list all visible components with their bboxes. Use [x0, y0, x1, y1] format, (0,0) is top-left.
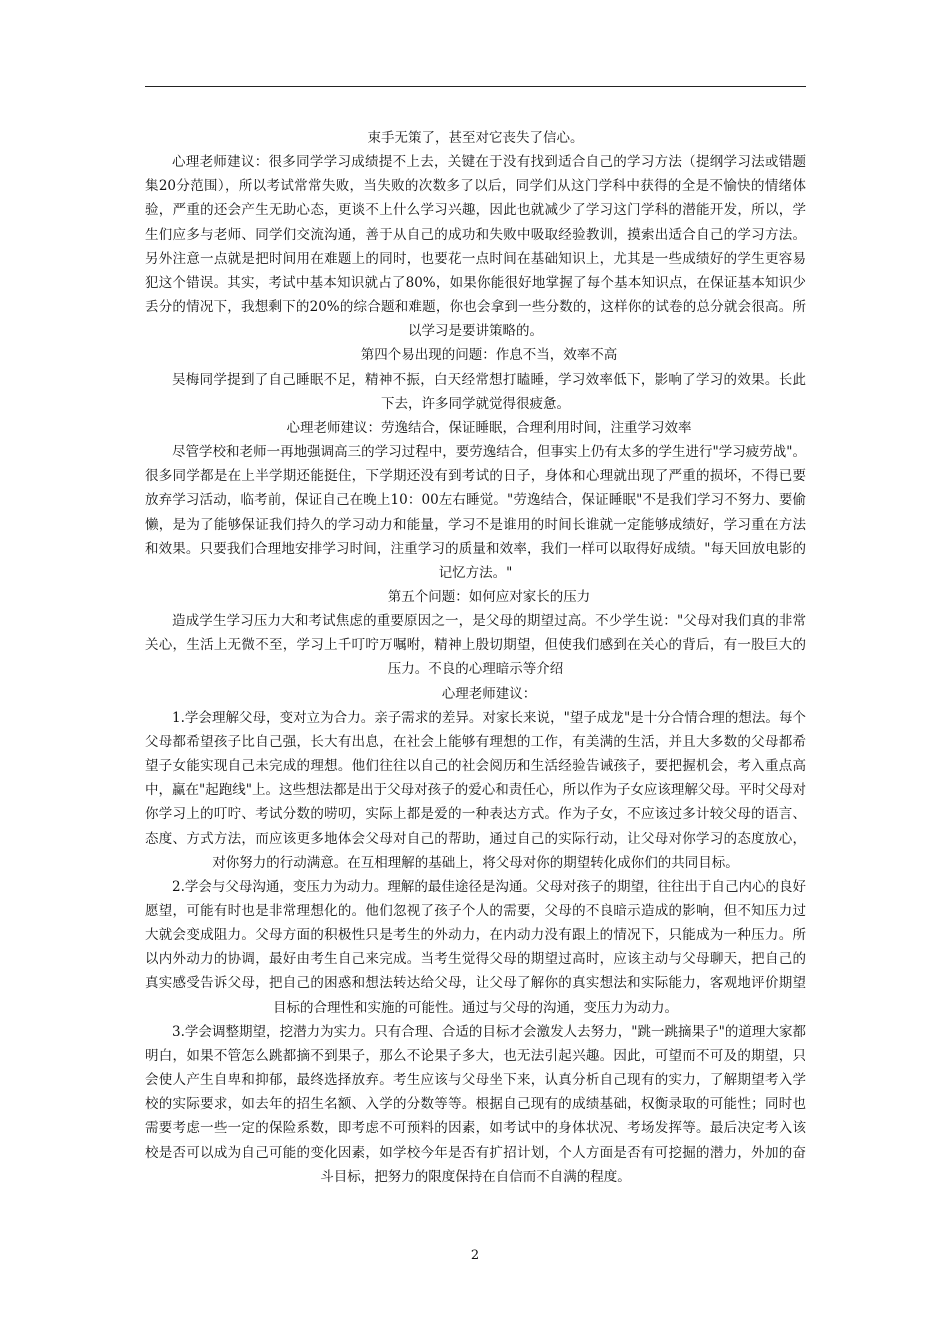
paragraph-6: 尽管学校和老师一再地强调高三的学习过程中，要劳逸结合，但事实上仍有太多的学生进行"学习疲劳战"。很多同学都是在上半学期还能挺住，下学期还没有到考试的日子，身体和心理就出现了严重的损坏，不得已要放弃学习活动，临考前，保证自己在晚上10：00左右睡觉。"劳逸结合，保证睡眠"不是我们学习不努力、要偷懒，是为了能够保证我们持久的学习动力和能量，学习不是谁用的时间长谁就一定能够成绩好，学习重在方法和效果。只要我们合理地安排学习时间，注重学习的质量和效率，我们一样可以取得好成绩。"每天回放电影的记忆方法。": [145, 444, 806, 581]
header-rule: [145, 86, 806, 87]
section-heading-4: 第四个易出现的问题：作息不当，效率不高: [360, 347, 618, 364]
paragraph-2: 心理老师建议：很多同学学习成绩提不上去，关键在于没有找到适合自己的学习方法（提纲学习法或错题集20分范围），所以考试常常失败，当失败的次数多了以后，同学们从这门学科中获得的全是不愉快的情绪体验，严重的还会产生无助心态，更谈不上什么学习兴趣，因此也就减少了学习这门学科的潜能开发，所以，学生们应多与老师、同学们交流沟通，善于从自己的成功和失败中吸取经验教训，摸索出适合自己的学习方法。另外注意一点就是把时间用在难题上的同时，也要花一点时间在基础知识上，尤其是一些成绩好的学生更容易犯这个错误。其实，考试中基本知识就占了80%，如果你能很好地掌握了每个基本知识点，在保证基本知识少丢分的情况下，我想剩下的20%的综合题和难题，你也会拿到一些分数的，这样你的试卷的总分就会很高。所以学习是要讲策略的。: [145, 154, 806, 340]
page-number: 2: [470, 1248, 480, 1263]
section-heading-5: 第五个问题：如何应对家长的压力: [387, 588, 591, 605]
document-body: [145, 126, 806, 1189]
paragraph-8: 造成学生学习压力大和考试焦虑的重要原因之一，是父母的期望过高。不少学生说："父母对我们真的非常关心，生活上无微不至，学习上千叮咛万嘱咐，精神上殷切期望，但使我们感到在关心的背后，有一股巨大的压力。不良的心理暗示等介绍: [145, 613, 806, 678]
advice-heading-4: 心理老师建议：劳逸结合，保证睡眠，合理利用时间，注重学习效率: [286, 419, 692, 436]
paragraph-12: 3.学会调整期望，挖潜力为实力。只有合理、合适的目标才会激发人去努力，"跳一跳摘果子"的道理大家都明白，如果不管怎么跳都摘不到果子，那么不论果子多大，也无法引起兴趣。因此，可望而不可及的期望，只会使人产生自卑和抑郁，最终选择放弃。考生应该与父母坐下来，认真分析自己现有的实力，了解期望考入学校的实际要求，如去年的招生名额、入学的分数等等。根据自己现有的成绩基础，权衡录取的可能性；同时也需要考虑一些一定的保险系数，即考虑不可预料的因素，如考试中的身体状况、考场发挥等。最后决定考入该校是否可以成为自己可能的变化因素，如学校今年是否有扩招计划，个人方面是否有可挖掘的潜力，外加的奋斗目标，把努力的限度保持在自信而不自满的程度。: [145, 1023, 806, 1185]
advice-heading-5: 心理老师建议：: [441, 685, 537, 702]
paragraph-10: 1.学会理解父母，变对立为合力。亲子需求的差异。对家长来说，"望子成龙"是十分合情合理的想法。每个父母都希望孩子比自己强，长大有出息，在社会上能够有理想的工作，有美满的生活，并且大多数的父母都希望子女能实现自己未完成的理想。他们往往以自己的社会阅历和生活经验告诫孩子，要把握机会，考入重点高中，赢在"起跑线"上。这些想法都是出于父母对孩子的爱心和责任心，所以作为子女应该理解父母。平时父母对你学习上的叮咛、考试分数的唠叨，实际上都是爱的一种表达方式。作为子女，不应该过多计较父母的语言、态度、方式方法，而应该更多地体会父母对自己的帮助，通过自己的实际行动，让父母对你学习的态度放心，对你努力的行动满意。在互相理解的基础上，将父母对你的期望转化成你们的共同目标。: [145, 709, 806, 871]
paragraph-1: 束手无策了，甚至对它丧失了信心。: [367, 130, 584, 146]
paragraph-11: 2.学会与父母沟通，变压力为动力。理解的最佳途径是沟通。父母对孩子的期望，往往出于自己内心的良好愿望，可能有时也是非常理想化的。他们忽视了孩子个人的需要，父母的不良暗示造成的影响，但不知压力过大就会变成阻力。父母方面的积极性只是考生的外动力，在内动力没有跟上的情况下，只能成为一种压力。所以内外动力的协调，最好由考生自己来完成。当考生觉得父母的期望过高时，应该主动与父母聊天，把自己的真实感受告诉父母，把自己的困惑和想法转达给父母，让父母了解你的真实想法和实际能力，客观地评价期望目标的合理性和实施的可能性。通过与父母的沟通，变压力为动力。: [145, 878, 806, 1016]
paragraph-4: 吴梅同学提到了自己睡眠不足，精神不振，白天经常想打瞌睡，学习效率低下，影响了学习的效果。长此下去，许多同学就觉得很疲惫。: [172, 371, 806, 412]
